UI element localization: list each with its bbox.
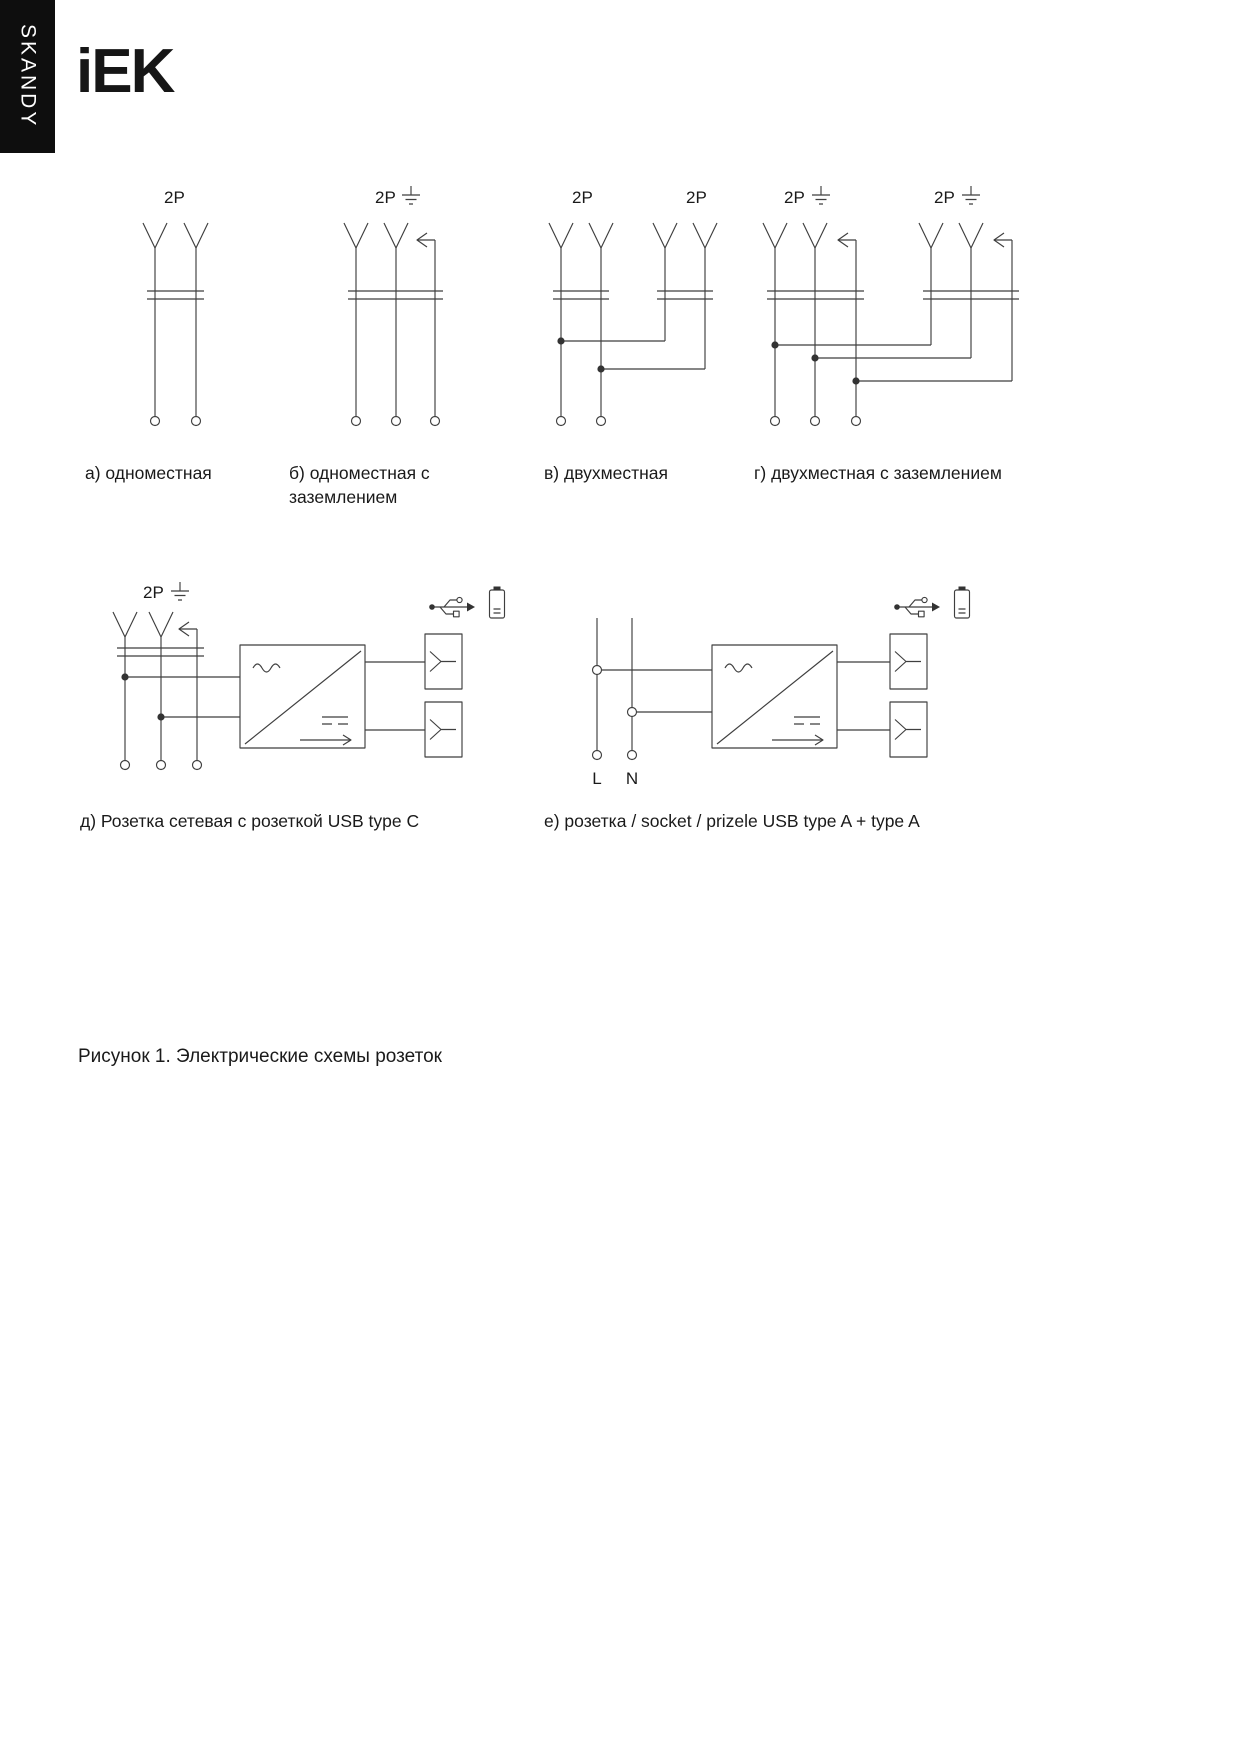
label-2p: 2P	[784, 188, 805, 207]
earth-icon	[812, 186, 830, 204]
caption-usb-c: д) Розетка сетевая с розеткой USB type C	[80, 811, 420, 831]
caption-double: в) двухместная	[544, 463, 669, 483]
label-line: L	[592, 769, 602, 788]
earth-icon	[171, 582, 189, 600]
usb-icon	[894, 597, 940, 616]
diagram-socket-usb-c	[113, 582, 505, 770]
usb-icon	[429, 597, 475, 616]
diagram-double-socket	[549, 188, 717, 426]
diagram-socket-usb-a	[592, 587, 969, 789]
label-2p: 2P	[143, 583, 164, 602]
brand-tab-label: SKANDY	[16, 24, 40, 129]
usb-port	[425, 634, 462, 689]
iek-logo: iEK	[76, 37, 174, 106]
label-2p: 2P	[934, 188, 955, 207]
label-2p: 2P	[375, 188, 396, 207]
earth-icon	[402, 186, 420, 204]
caption-single-earthed: б) одноместная с заземлением	[289, 463, 430, 507]
label-2p: 2P	[164, 188, 185, 207]
diagram-single-socket-earthed	[344, 186, 443, 426]
ac-dc-converter	[712, 645, 837, 748]
label-2p: 2P	[572, 188, 593, 207]
usb-port	[890, 702, 927, 757]
caption-single: а) одноместная	[85, 463, 212, 483]
usb-port	[425, 702, 462, 757]
label-neutral: N	[625, 769, 639, 788]
usb-port	[890, 634, 927, 689]
diagram-double-socket-earthed	[763, 186, 1019, 426]
caption-double-earthed: г) двухместная с заземлением	[754, 463, 1002, 483]
label-2p: 2P	[686, 188, 707, 207]
earth-icon	[962, 186, 980, 204]
figure-caption: Рисунок 1. Электрические схемы розеток	[78, 1046, 442, 1067]
battery-icon	[955, 587, 970, 619]
caption-usb-a: е) розетка / socket / prizele USB type A + type A	[544, 811, 920, 831]
battery-icon	[490, 587, 505, 619]
ac-dc-converter	[240, 645, 365, 748]
diagram-single-socket	[143, 188, 208, 426]
